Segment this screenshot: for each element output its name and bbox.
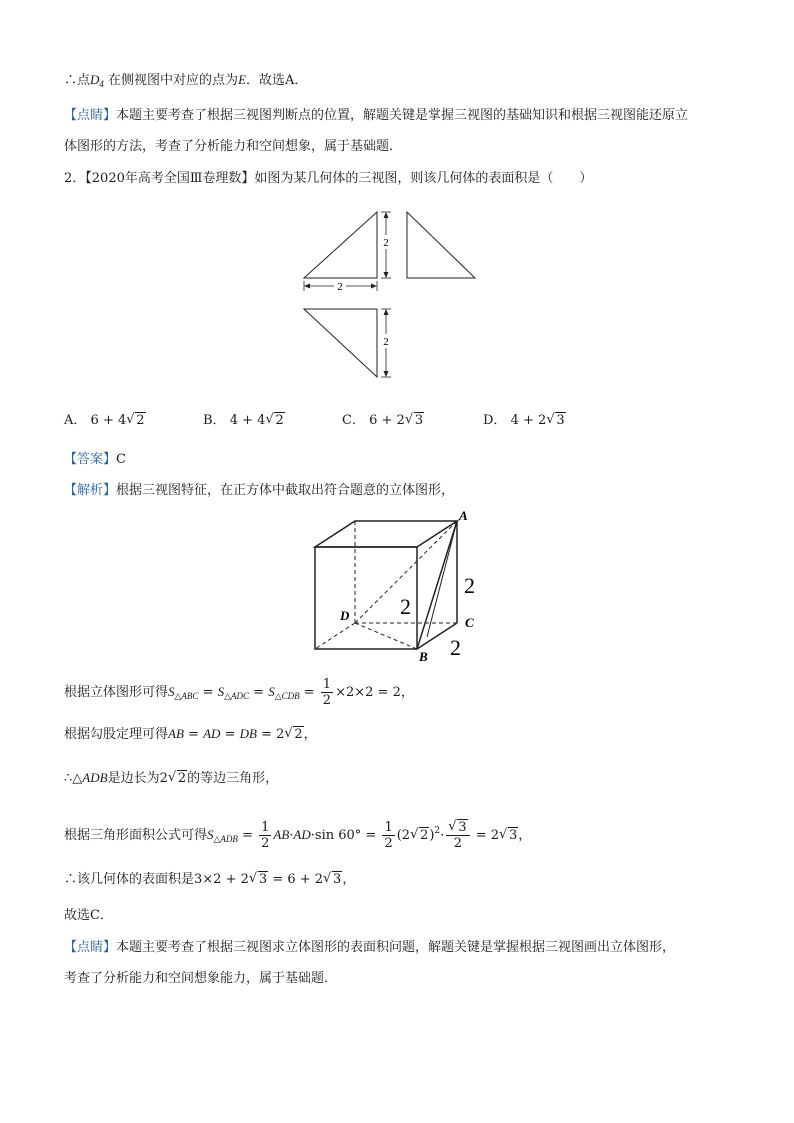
side-view-triangle xyxy=(407,212,475,278)
step-2: 根据勾股定理可得AB = AD = DB = 2√ 2， xyxy=(64,724,317,745)
option-d[interactable]: D． 4 + 2√ 3 xyxy=(483,410,566,432)
option-a[interactable]: A． 6 + 4√ 2 xyxy=(64,410,146,432)
top-view-triangle xyxy=(304,309,377,377)
analysis-line: 【解析】根据三视图特征，在正方体中截取出符合题意的立体图形， xyxy=(64,483,455,498)
comment-1-line-2: 体图形的方法，考查了分析能力和空间想象，属于基础题． xyxy=(64,139,403,154)
vertex-b: B xyxy=(419,649,428,664)
front-view-triangle xyxy=(304,212,377,278)
answer-tag: 【答案】 xyxy=(64,452,117,467)
top-height-label: 2 xyxy=(383,336,389,348)
step-5: ∴该几何体的表面积是3×2 + 2√ 3 = 6 + 2√ 3， xyxy=(64,870,355,890)
step-1: 根据立体图形可得$S_{\triangle ABC} = S_{\triangle ADC} = S_{\triangle CDB}$ = $\frac{1}{2}$ ×2×2 = 2， xyxy=(64,677,414,708)
cube-figure xyxy=(305,507,490,667)
edge-label-bc: 2 xyxy=(450,635,461,660)
analysis-tag: 【解析】 xyxy=(64,483,117,498)
front-height-label: 2 xyxy=(383,237,389,249)
edge-label-ac: 2 xyxy=(464,573,475,598)
answer-line xyxy=(64,450,126,470)
edge-ab xyxy=(417,521,457,649)
comment-1-line-1: 【点睛】本题主要考查了根据三视图判断点的位置，解题关键是掌握三视图的基础知识和根据三视图能还原立 xyxy=(64,108,689,123)
step-4: 根据三角形面积公式可得$S_{\triangle ADB}$ = $\frac{1}{2}$ AB·AD·sin 60° = $\frac{1}{2}$ (2√ 2)$^2$· √ $\frac{3}{2}$ = 2√ 3， xyxy=(64,816,531,854)
step-6: 故选C． xyxy=(64,908,113,923)
comment-tag: 【点睛】 xyxy=(64,940,117,955)
step-3: ∴△ADB是边长为2√ 2的等边三角形， xyxy=(64,768,278,789)
option-b[interactable]: B． 4 + 4√ 2 xyxy=(203,410,285,432)
comment-tag: 【点睛】 xyxy=(64,108,117,123)
point-d4: $D_4$ xyxy=(90,72,104,89)
comment-2-line-1: 【点睛】本题主要考查了根据三视图求立体图形的表面积问题，解题关键是掌握根据三视图画出立体图形， xyxy=(64,940,676,955)
edge-db xyxy=(355,623,417,649)
vertex-c: C xyxy=(465,615,474,630)
answer-value: C xyxy=(116,452,126,467)
conclusion-line: ∴点$D_4$ 在侧视图中对应的点为E．故选A． xyxy=(64,72,308,89)
cube-top-face xyxy=(315,521,457,547)
comment-2-line-2: 考查了分析能力和空间想象能力，属于基础题． xyxy=(64,971,338,986)
three-view-figure xyxy=(295,205,485,385)
edge-label-face: 2 xyxy=(400,594,411,619)
option-c[interactable]: C． 6 + 2√ 3 xyxy=(342,410,424,432)
front-width-label: 2 xyxy=(337,281,343,293)
question-text: 2．【2020年高考全国Ⅲ卷理数】如图为某几何体的三视图，则该几何体的表面积是（ ） xyxy=(64,171,593,186)
vertex-a: A xyxy=(459,508,468,523)
vertex-d: D xyxy=(340,608,350,623)
